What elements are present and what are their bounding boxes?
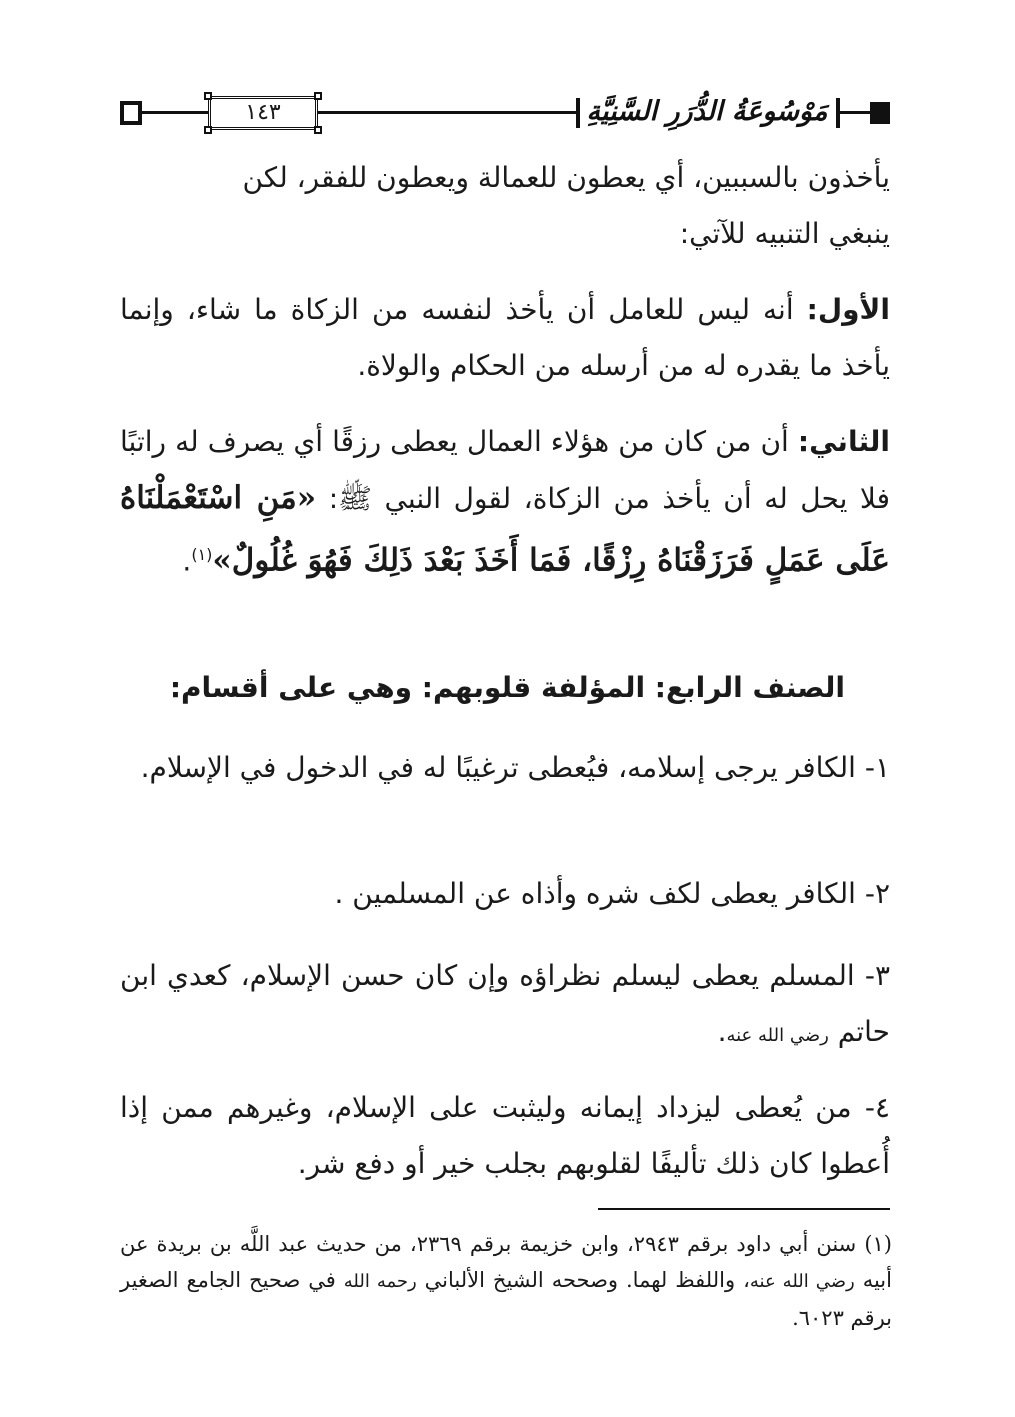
header-divider: [576, 98, 580, 128]
first-text: أنه ليس للعامل أن يأخذ لنفسه من الزكاة ما شاء، وإنما يأخذ ما يقدره له من أرسله من الحكام والولاة.: [120, 293, 890, 382]
list-item: ١- الكافر يرجى إسلامه، فيُعطى ترغيبًا له في الدخول في الإسلام.: [140, 751, 890, 784]
first-label: الأول:: [806, 293, 890, 326]
footnote: (١) سنن أبي داود برقم ٢٩٤٣، وابن خزيمة برقم ٢٣٦٩، من حديث عبد اللَّه بن بريدة عن أبيه رضي الله عنه، واللفظ لهما. وصححه الشيخ الألباني رحمه الله في صحيح الجامع الصغير برقم ٦٠٢٣.: [120, 1232, 892, 1330]
book-title: مَوْسُوعَةُ الدُّرَرِ السَّنِيَّةِ: [586, 96, 828, 127]
page-number: ١٤٣: [208, 96, 318, 130]
frame-corner: [204, 126, 212, 134]
list-item: ٢- الكافر يعطى لكف شره وأذاه عن المسلمين .: [334, 877, 890, 910]
footnote-ref: (١): [191, 545, 213, 564]
frame-corner: [314, 92, 322, 100]
header-square-left: [120, 101, 142, 125]
header-rule-right: [840, 111, 872, 114]
section-heading: الصنف الرابع: المؤلفة قلوبهم: وهي على أقسام:: [169, 671, 845, 704]
header-square-right: [870, 102, 890, 124]
header-rule-middle: [318, 111, 580, 114]
first-point: [120, 282, 890, 394]
list-item: ٤- من يُعطى ليزداد إيمانه وليثبت على الإسلام، وغيرهم ممن إذا أُعطوا كان ذلك تأليفًا لقلوبهم بجلب خير أو دفع شر.: [120, 1091, 890, 1180]
honorific: رضي الله عنه: [749, 1271, 855, 1292]
intro-paragraph: يأخذون بالسببين، أي يعطون للعمالة ويعطون للفقر، لكن ينبغي التنبيه للآتي:: [242, 161, 890, 250]
footnote-marker: (١): [864, 1232, 892, 1256]
honorific: رضي الله عنه: [726, 1025, 829, 1046]
frame-corner: [204, 92, 212, 100]
list-item: ٣- المسلم يعطى ليسلم نظراؤه وإن كان حسن الإسلام، كعدي ابن حاتم رضي الله عنه.: [120, 959, 890, 1048]
page-header: [120, 92, 890, 136]
second-point: الثاني: أن من كان من هؤلاء العمال يعطى رزقًا أي يصرف له راتبًا فلا يحل له أن يأخذ من الزكاة، لقول النبي ﷺ: «مَنِ اسْتَعْمَلْنَاهُ عَلَى عَمَلٍ فَرَزَقْنَاهُ رِزْقًا، فَمَا أَخَذَ بَعْدَ ذَلِكَ فَهُوَ غُلُولٌ»$^{(١)}$.: [120, 425, 891, 579]
second-text: أن من كان من هؤلاء العمال يعطى رزقًا أي يصرف له راتبًا فلا يحل له أن يأخذ من الزكاة، لقول النبي ﷺ:: [120, 425, 891, 515]
header-rule-left: [142, 111, 208, 114]
second-label: الثاني:: [797, 425, 890, 458]
hadith-quote: «مَنِ اسْتَعْمَلْنَاهُ عَلَى عَمَلٍ فَرَزَقْنَاهُ رِزْقًا، فَمَا أَخَذَ بَعْدَ ذَلِكَ فَهُوَ غُلُولٌ»: [120, 480, 890, 579]
footnote-separator: [598, 1208, 890, 1210]
frame-corner: [314, 126, 322, 134]
honorific: رحمه الله: [343, 1271, 417, 1292]
